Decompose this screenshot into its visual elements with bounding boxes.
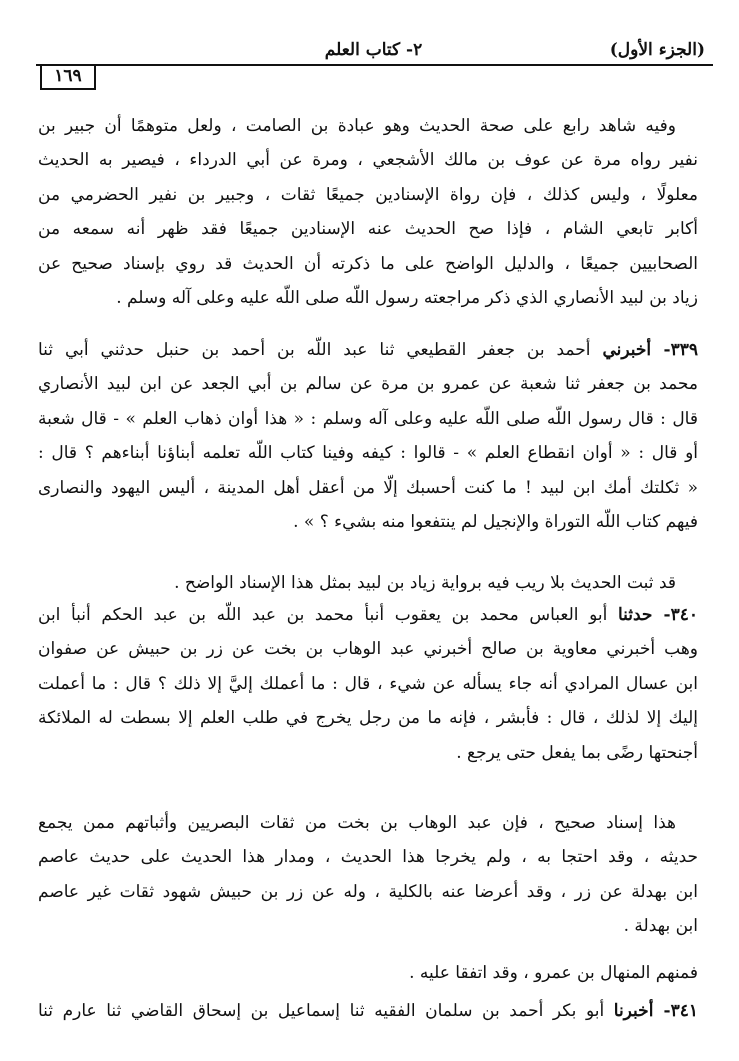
- text-line: فمنهم المنهال بن عمرو ، وقد اتفقا عليه .: [409, 963, 698, 983]
- hadith-341: [38, 994, 698, 1028]
- text-segment: أحمد بن جعفر القطيعي ثنا عبد اللّه بن أحمد بن حنبل حدثني أبي ثنا: [38, 340, 603, 360]
- hadith-339: [38, 333, 698, 539]
- volume-label: (الجزء الأول): [609, 40, 705, 60]
- running-header: [36, 40, 711, 64]
- hadith-first-line: [38, 994, 698, 1028]
- text-line: معلولًا ، وليس كذلك ، فإن رواة الإسنادين جميعًا ثقات ، وجبير بن نفير الحضرمي من: [38, 184, 698, 205]
- header-rule: [36, 64, 713, 66]
- hadith-first-line: [38, 333, 698, 367]
- text-line: إليك إلا لذلك ، قال : فأبشر ، فإنه ما من رجل يخرج في طلب العلم إلا بسطت له الملائكة: [38, 708, 698, 729]
- text-line: هذا إسناد صحيح ، فإن عبد الوهاب بن بخت من ثقات البصريين وأثباتهم ممن يجمع: [38, 813, 676, 833]
- text-line: زياد بن لبيد الأنصاري الذي ذكر مراجعته رسول اللّه صلى اللّه عليه وعلى آله وسلم .: [116, 287, 698, 308]
- text-segment: أبو العباس محمد بن يعقوب أنبأ محمد بن عبد اللّه بن عبد الحكم أنبأ ابن: [38, 605, 618, 625]
- text-line: أكابر تابعي الشام ، فإذا صح الحديث عنه الإسنادين جميعًا فقد ظهر أنه سمعه من: [38, 219, 698, 240]
- book-title: ٢- كتاب العلم: [324, 40, 423, 60]
- hadith-340: [38, 598, 698, 770]
- text-line: قد ثبت الحديث بلا ريب فيه برواية زياد بن لبيد بمثل هذا الإسناد الواضح .: [174, 573, 676, 593]
- text-line: وهب أخبرني معاوية بن صالح أخبرني عبد الوهاب بن بخت عن زر بن حبيش عن صفوان: [38, 639, 698, 660]
- text-line: فيهم كتاب اللّه التوراة والإنجيل لم ينتفعوا منه بشيء ؟ » .: [293, 511, 698, 532]
- text-line: قال : قال رسول اللّه صلى اللّه عليه وعلى آله وسلم : « هذا أوان ذهاب العلم » - قال شعبة: [38, 408, 698, 429]
- text-line: ابن بهدلة عن زر ، وقد أعرضا عنه بالكلية ، وله عن زر بن حبيش شهود ثقات غير عاصم: [38, 881, 698, 902]
- page-number-box: ١٦٩: [40, 64, 96, 90]
- text-line: نفير رواه مرة عن عوف بن مالك الأشجعي ، ومرة عن أبي الدرداء ، فيصير به الحديث: [38, 150, 698, 171]
- text-line: أو قال : « أوان انقطاع العلم » - قالوا : كيفه وفينا كتاب اللّه تعلمه أبناؤنا أبناءهم ؟ قال :: [38, 443, 698, 464]
- text-segment: أبو بكر أحمد بن سلمان الفقيه ثنا إسماعيل بن إسحاق القاضي ثنا عارم ثنا: [38, 1001, 614, 1021]
- hadith-first-line: [38, 598, 698, 632]
- narration-keyword: - حدثنا: [617, 605, 671, 625]
- commentary-paragraph-1: [38, 109, 698, 315]
- text-line: « ثكلتك أمك ابن لبيد ! ما كنت أحسبك إلّا من أعقل أهل المدينة ، أليس اليهود والنصارى: [38, 477, 698, 498]
- hadith-number: ٣٤١: [670, 1001, 698, 1021]
- text-line: محمد بن جعفر ثنا شعبة عن عمرو بن مرة عن سالم بن أبي الجعد عن ابن لبيد الأنصاري: [38, 374, 698, 395]
- commentary-paragraph-3: [38, 806, 698, 944]
- hadith-number: ٣٤٠: [670, 605, 699, 625]
- text-line: ابن بهدلة .: [623, 916, 698, 937]
- text-line: ابن عسال المرادي أنه جاء يسأله عن شيء ، قال : ما أعملك إليَّ إلا ذلك ؟ قال : ما أعملت: [38, 673, 698, 694]
- text-line: الصحابيين جميعًا ، والدليل الواضح على ما ذكرته أن الحديث قد روي بإسناد صحيح عن: [38, 253, 698, 274]
- text-line: وفيه شاهد رابع على صحة الحديث وهو عبادة بن الصامت ، ولعل متوهمًا أن جبير بن: [38, 116, 676, 136]
- narration-keyword: - أخبرنا: [613, 1001, 671, 1021]
- text-line: حديثه ، وقد احتجا به ، ولم يخرجا هذا الحديث ، ومدار هذا الحديث على حديث عاصم: [38, 847, 698, 868]
- hadith-number: ٣٣٩: [670, 340, 698, 360]
- text-line: أجنحتها رضًى بما يفعل حتى يرجع .: [456, 742, 698, 763]
- narration-keyword: - أخبرني: [602, 340, 671, 360]
- commentary-paragraph-2: [38, 566, 698, 600]
- commentary-paragraph-4: [38, 956, 698, 990]
